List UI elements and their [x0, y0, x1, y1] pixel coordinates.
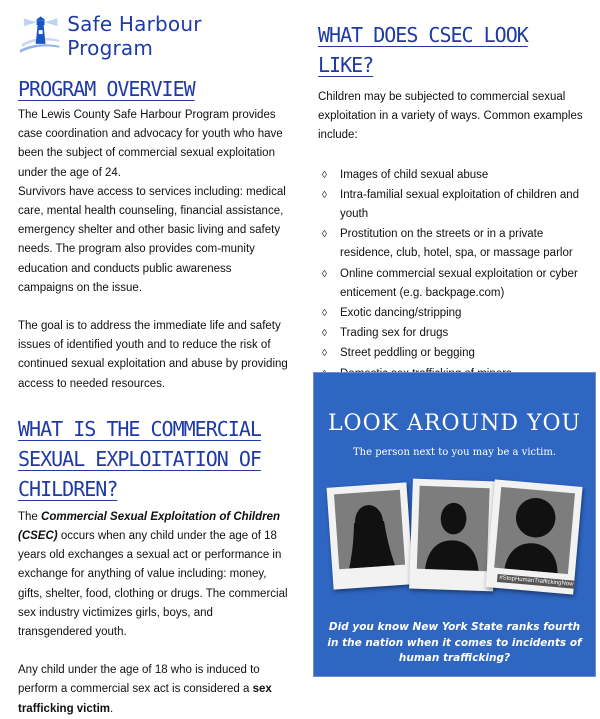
left-column	[18, 14, 290, 719]
list-item-text: Online commercial sexual exploitation or cyber enticement (e.g. backpage.com)	[340, 267, 578, 299]
diamond-bullet-icon: ◊	[322, 328, 327, 340]
list-item	[318, 324, 588, 343]
poster-question: Did you know New York State ranks fourth in the nation when it comes to incidents of human trafficking?	[327, 621, 582, 664]
diamond-bullet-icon: ◊	[322, 169, 327, 181]
overview-paragraph-1: The Lewis County Safe Harbour Program provides case coordination and advocacy for youth who have been the subject of commercial sexual exploitation under the age of 24.	[18, 109, 283, 179]
photo-left	[327, 482, 414, 589]
lighthouse-icon	[18, 14, 61, 58]
awareness-poster	[313, 372, 596, 677]
program-header	[18, 14, 290, 58]
diamond-bullet-icon: ◊	[322, 308, 327, 320]
silhouette-icon	[417, 486, 490, 571]
list-item	[318, 344, 588, 363]
list-item-text: Trading sex for drugs	[340, 327, 449, 340]
csec-look-heading: WHAT DOES CSEC LOOK LIKE?	[318, 23, 528, 77]
p2-start: Any child under the age of 18 who is induced to perform a commercial sex act is considered a	[18, 664, 260, 696]
photo-center	[409, 479, 497, 592]
csec-definition-heading: WHAT IS THE COMMERCIAL SEXUAL EXPLOITATION OF CHILDREN?	[18, 416, 261, 501]
list-item	[318, 265, 588, 303]
hashtag-label: #StopHumanTraffickingNow	[497, 574, 576, 589]
right-column	[318, 20, 588, 385]
list-item	[318, 166, 588, 185]
silhouette-icon	[494, 487, 575, 574]
poster-subtitle: The person next to you may be a victim.	[352, 447, 557, 458]
list-item	[318, 225, 588, 263]
list-item-text: Street peddling or begging	[340, 347, 475, 360]
diamond-bullet-icon: ◊	[322, 348, 327, 360]
diamond-bullet-icon: ◊	[322, 268, 327, 280]
lead-prefix: The	[18, 510, 42, 523]
overview-heading: PROGRAM OVERVIEW	[18, 77, 195, 101]
overview-paragraph-3: The goal is to address the immediate life and safety issues of identified youth and to reduce the risk of continued sexual exploitation and abuse by providing access to needed resources.	[18, 320, 288, 390]
list-item-text: Intra-familial sexual exploitation of children and youth	[340, 188, 580, 221]
photo-right	[485, 479, 582, 594]
diamond-bullet-icon: ◊	[322, 229, 327, 241]
csec-look-intro: Children may be subjected to commercial sexual exploitation in a variety of ways. Common examples include:	[318, 91, 583, 142]
overview-paragraph-2: Survivors have access to services including: medical care, mental health counseling, financial assistance, emergency shelter and other basic living and safety needs. The program also provides com-munity education and conducts public awareness campaigns on the issue.	[18, 185, 286, 294]
lead-rest: occurs when any child under the age of 18 years old exchanges a sexual act or performance in exchange for anything of value including: money, gifts, shelter, food, clothing or drugs. The commercial sex industry victimizes girls, boys, and transgendered youth.	[18, 530, 288, 639]
sex-trafficking-term: sex trafficking victim	[18, 683, 272, 715]
csec-term: Commercial Sexual Exploitation of Children (CSEC)	[18, 510, 281, 543]
diamond-bullet-icon: ◊	[322, 189, 327, 201]
p2-end: .	[110, 702, 114, 715]
list-item-text: Exotic dancing/stripping	[340, 307, 462, 320]
list-item	[318, 304, 588, 323]
csec-examples-list	[318, 166, 588, 384]
list-item-text: Prostitution on the streets or in a private residence, club, hotel, spa, or massage parlor	[340, 228, 573, 260]
poster-title: LOOK AROUND YOU	[327, 411, 582, 436]
list-item	[318, 186, 588, 224]
list-item-text: Images of child sexual abuse	[340, 168, 489, 181]
csec-definition-paragraph	[18, 508, 290, 642]
silhouette-icon	[334, 490, 405, 569]
program-title: Safe Harbour Program	[67, 12, 202, 60]
sex-trafficking-paragraph	[18, 661, 290, 719]
